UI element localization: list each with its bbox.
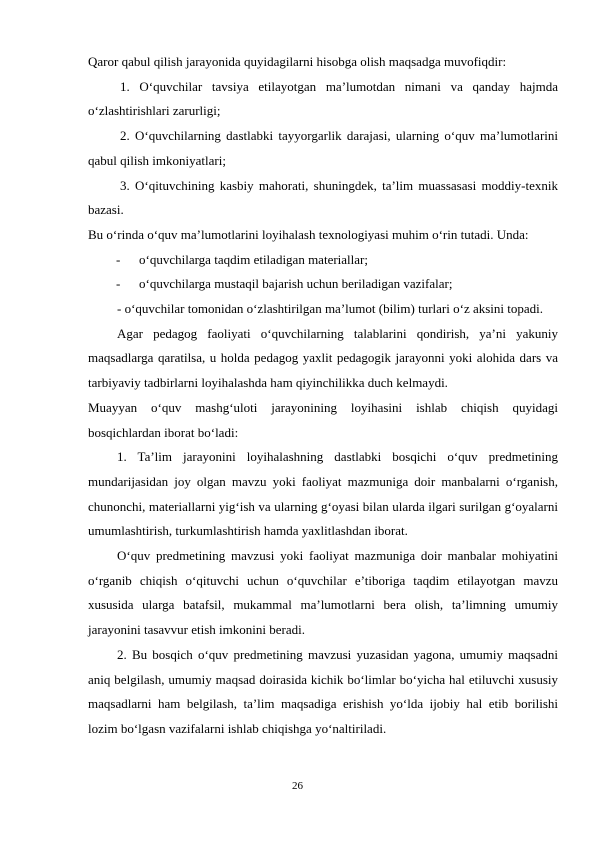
dash-list-item-2 (88, 272, 558, 297)
stage-2-paragraph: 2. Bu bosqich o‘quv predmetining mavzusi yuzasidan yagona, umumiy maqsadni aniq belgilash, umumiy maqsad doirasida kichik bo‘limlar bo‘yicha hal etiluvchi xususiy maqsadlarni ham belgilash, ta’lim maqsadiga erishish yo‘lda ijobiy hal etib borilishi lozim bo‘lgasn vazifalarni ishlab chiqishga yo‘naltiriladi. (88, 646, 558, 736)
list-item-1: 1. O‘quvchilar tavsiya etilayotgan ma’lumotdan nimani va qanday hajmda o‘zlashtirishlari zarurligi; (88, 78, 558, 119)
dash-marker: - (116, 276, 121, 292)
paragraph-agar: Agar pedagog faoliyati o‘quvchilarning talablarini qondirish, ya’ni yakuniy maqsadlarga qaratilsa, u holda pedagog yaxlit pedagogik jarayonni yoki alohida dars va tarbiyaviy tadbirlarni loyihalashda ham qiyinchilikka duch kelmaydi. (88, 325, 558, 391)
dash-item-text: o‘quvchilarga mustaqil bajarish uchun beriladigan vazifalar; (139, 276, 453, 292)
page-number: 26 (292, 780, 303, 792)
list-item-3: 3. O‘qituvchining kasbiy mahorati, shuningdek, ta’lim muassasasi moddiy-texnik bazasi. (88, 177, 558, 218)
intro-paragraph: Qaror qabul qilish jarayonida quyidagilarni hisobga olish maqsadga muvofiqdir: (88, 54, 507, 69)
dash-item-text: o‘quvchilarga taqdim etiladigan materiallar; (139, 251, 368, 267)
dash-list-item-1 (88, 248, 558, 273)
paragraph-oquv-predmet: O‘quv predmetining mavzusi yoki faoliyat mazmuniga doir manbalar mohiyatini o‘rganib chiqish o‘qituvchi uchun o‘quvchilar e’tiboriga taqdim etilayotgan mavzu xususida ularga batafsil, mukammal ma’lumotlarni bera olish, ta’limning umumiy jarayonini tasavvur etish imkonini beradi. (88, 548, 558, 638)
paragraph-muayyan: Muayyan o‘quv mashg‘uloti jarayonining loyihasini ishlab chiqish quyidagi bosqichlardan iborat bo‘ladi: (88, 399, 558, 440)
paragraph-unda: Bu o‘rinda o‘quv ma’lumotlarini loyihalash texnologiyasi muhim o‘rin tutadi. Unda: (88, 226, 529, 242)
dash-paragraph-3: - o‘quvchilar tomonidan o‘zlashtirilgan ma’lumot (bilim) turlari o‘z aksini topadi. (117, 301, 544, 317)
stage-1-paragraph: 1. Ta’lim jarayonini loyihalashning dastlabki bosqichi o‘quv predmetining mundarijasidan joy olgan mavzu yoki faoliyat mazmuniga doir manbalarni o‘rganish, chunonchi, materiallarni yig‘ish va ularning g‘oyasi bilan ularda ilgari surilgan g‘oyalarni umumlashtirish, turkumlashtirish hamda yaxlitlashdan iborat. (88, 449, 558, 539)
list-item-2: 2. O‘quvchilarning dastlabki tayyorgarlik darajasi, ularning o‘quv ma’lumotlarini qabul qilish imkoniyatlari; (88, 128, 558, 168)
dash-marker: - (116, 251, 121, 267)
